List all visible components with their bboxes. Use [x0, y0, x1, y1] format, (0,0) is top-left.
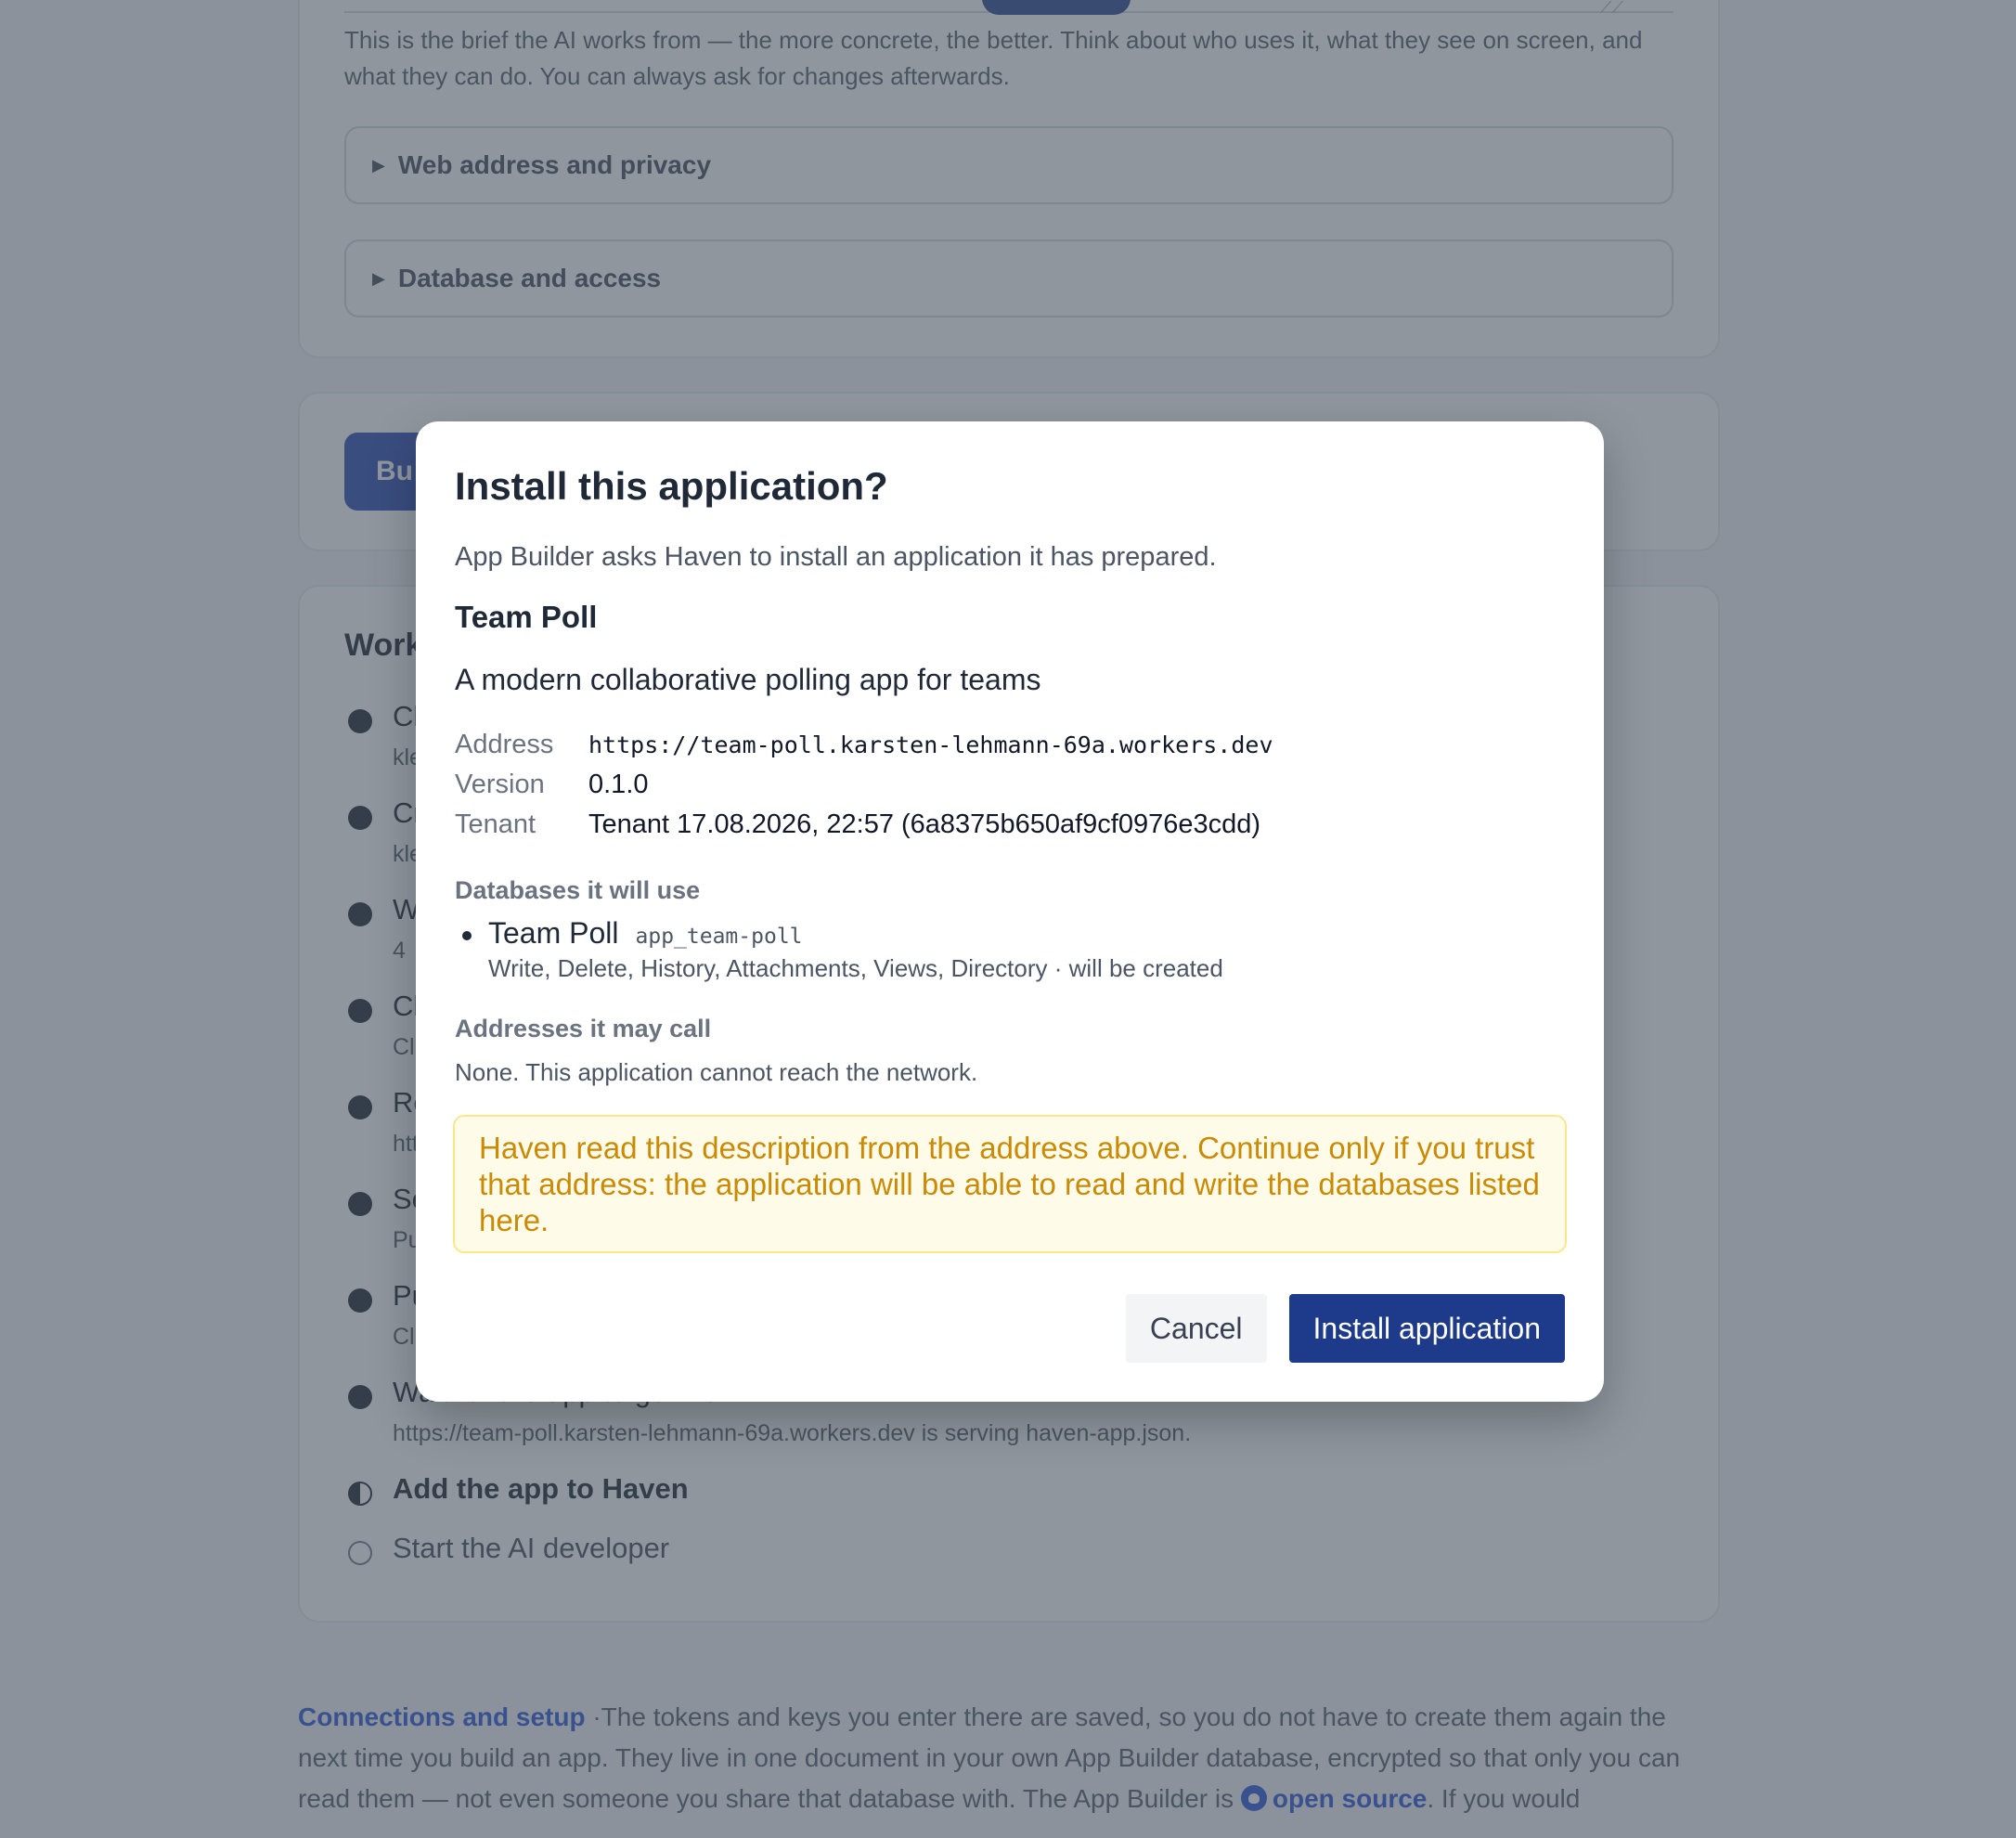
- database-permissions: Write, Delete, History, Attachments, Views, Directory · will be created: [488, 954, 1223, 982]
- app-metadata: [455, 725, 1273, 845]
- database-list: [455, 916, 1565, 983]
- addresses-note: None. This application cannot reach the network.: [455, 1058, 978, 1086]
- trust-warning: Haven read this description from the address above. Continue only if you trust that address: the application will be able to read and write the databases listed here.: [453, 1115, 1567, 1253]
- dialog-actions: [1126, 1294, 1565, 1363]
- tenant-value: Tenant 17.08.2026, 22:57 (6a8375b650af9cf0976e3cdd): [588, 809, 1261, 839]
- meta-row-version: [455, 765, 1273, 805]
- addresses-heading: Addresses it may call: [455, 1015, 712, 1042]
- meta-row-tenant: [455, 805, 1273, 845]
- install-dialog: [416, 421, 1604, 1402]
- version-label: Version: [455, 770, 545, 799]
- database-item: [488, 916, 1565, 983]
- cancel-button[interactable]: Cancel: [1126, 1294, 1267, 1363]
- meta-row-address: [455, 725, 1273, 765]
- app-name: Team Poll: [455, 600, 598, 634]
- dialog-intro: App Builder asks Haven to install an application it has prepared.: [455, 542, 1217, 572]
- database-name: Team Poll: [488, 916, 619, 950]
- install-application-button[interactable]: Install application: [1289, 1294, 1565, 1363]
- app-description: A modern collaborative polling app for teams: [455, 663, 1041, 696]
- address-label: Address: [455, 730, 554, 759]
- address-value: https://team-poll.karsten-lehmann-69a.workers.dev: [588, 731, 1273, 758]
- tenant-label: Tenant: [455, 809, 536, 839]
- databases-heading: Databases it will use: [455, 876, 701, 904]
- database-id: app_team-poll: [635, 925, 803, 949]
- version-value: 0.1.0: [588, 770, 649, 799]
- dialog-title: Install this application?: [455, 464, 888, 508]
